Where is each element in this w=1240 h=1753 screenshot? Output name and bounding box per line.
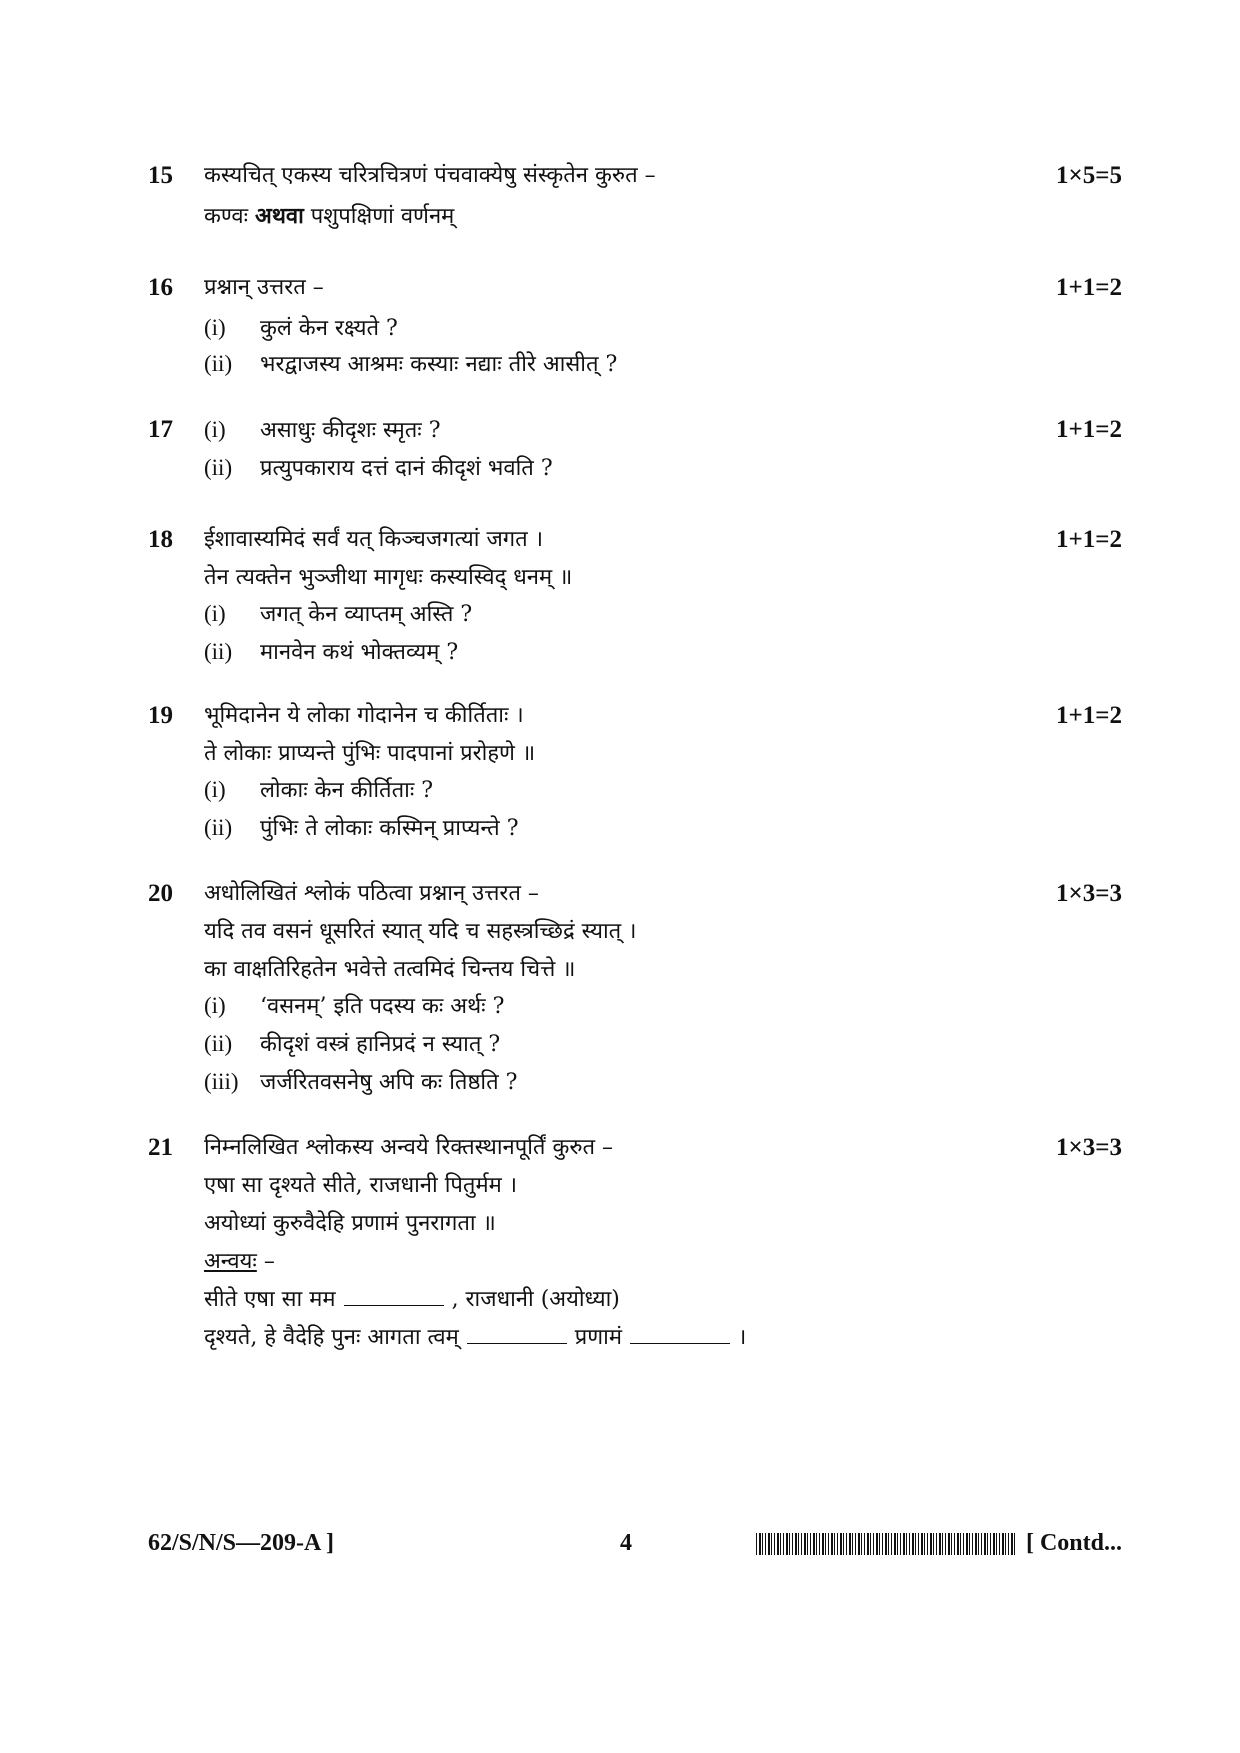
verse-line: तेन त्यक्तेन भुञ्जीथा मागृधः कस्यस्विद् धनम् ॥ <box>204 565 573 590</box>
sub-label: (ii) <box>204 639 233 664</box>
question-text: निम्नलिखित श्लोकस्य अन्वये रिक्तस्थानपूर्तिं कुरुत – <box>204 1135 614 1160</box>
verse-line: ईशावास्यमिदं सर्वं यत् किञ्चजगत्यां जगत । <box>204 527 544 552</box>
sub-text: पुंभिः ते लोकाः कस्मिन् प्राप्यन्ते ? <box>260 816 519 841</box>
question-text: अधोलिखितं श्लोकं पठित्वा प्रश्नान् उत्तरत – <box>204 881 539 906</box>
sub-text: लोकाः केन कीर्तिताः ? <box>260 778 434 803</box>
sub-question <box>204 412 441 449</box>
text-segment: पशुपक्षिणां वर्णनम् <box>303 204 455 229</box>
question-number: 16 <box>148 274 173 301</box>
page-footer <box>0 1530 1240 1570</box>
sub-label: (i) <box>204 993 226 1018</box>
barcode-icon <box>756 1533 1016 1555</box>
text-bold-athava: अथवा <box>255 203 304 229</box>
fill-blank-line-2 <box>204 1320 746 1356</box>
sub-label: (i) <box>204 417 226 442</box>
verse-line: एषा सा दृश्यते सीते, राजधानी पितुर्मम । <box>204 1173 518 1198</box>
sub-question <box>204 634 458 671</box>
sub-question <box>204 1026 500 1063</box>
anvaya-dash: – <box>256 1249 275 1274</box>
question-marks: 1+1=2 <box>1056 274 1122 301</box>
question-marks: 1×3=3 <box>1056 880 1122 907</box>
verse-line: भूमिदानेन ये लोका गोदानेन च कीर्तिताः । <box>204 703 524 728</box>
text-segment: । <box>738 1325 747 1350</box>
question-text: कस्यचित् एकस्य चरित्रचित्रणं पंचवाक्येषु संस्कृतेन कुरुत – <box>204 163 656 188</box>
sub-question <box>204 810 519 847</box>
blank-field[interactable] <box>467 1321 567 1344</box>
sub-question <box>204 450 553 487</box>
question-number: 18 <box>148 526 173 553</box>
anvaya-heading <box>204 1244 275 1280</box>
verse-line: का वाक्षतिरिहतेन भवेत्ते तत्वमिदं चिन्तय चित्ते ॥ <box>204 957 576 982</box>
fill-blank-line-1 <box>204 1282 620 1318</box>
sub-question <box>204 310 398 347</box>
sub-text: कुलं केन रक्ष्यते ? <box>260 316 398 341</box>
text-segment: सीते एषा सा मम <box>204 1287 336 1312</box>
sub-label: (ii) <box>204 351 233 376</box>
sub-text: असाधुः कीदृशः स्मृतः ? <box>260 418 441 443</box>
blank-field[interactable] <box>630 1321 730 1344</box>
text-segment: , राजधानी (अयोध्या) <box>451 1287 620 1312</box>
verse-line: अयोध्यां कुरुवैदेहि प्रणामं पुनरागता ॥ <box>204 1211 496 1236</box>
question-marks: 1×3=3 <box>1056 1134 1122 1161</box>
sub-text: जगत् केन व्याप्तम् अस्ति ? <box>260 602 473 627</box>
sub-text: भरद्वाजस्य आश्रमः कस्याः नद्याः तीरे आसीत् ? <box>260 352 618 377</box>
sub-label: (ii) <box>204 815 233 840</box>
question-number: 19 <box>148 702 173 729</box>
question-number: 17 <box>148 416 173 443</box>
question-text-line <box>204 198 454 235</box>
footer-right <box>756 1530 1122 1557</box>
question-number: 20 <box>148 880 173 907</box>
sub-label: (iii) <box>204 1069 239 1094</box>
question-marks: 1+1=2 <box>1056 526 1122 553</box>
sub-text: कीदृशं वस्त्रं हानिप्रदं न स्यात् ? <box>260 1032 501 1057</box>
question-number: 21 <box>148 1134 173 1161</box>
sub-question <box>204 1064 517 1101</box>
sub-label: (ii) <box>204 1031 233 1056</box>
question-marks: 1×5=5 <box>1056 162 1122 189</box>
text-segment: दृश्यते, हे वैदेहि पुनः आगता त्वम् <box>204 1325 459 1350</box>
sub-label: (i) <box>204 315 226 340</box>
page-number: 4 <box>620 1530 632 1556</box>
sub-question <box>204 596 472 633</box>
question-marks: 1+1=2 <box>1056 702 1122 729</box>
anvaya-label: अन्वयः <box>204 1249 257 1274</box>
question-text: प्रश्नान् उत्तरत – <box>204 275 324 300</box>
contd-label: [ Contd... <box>1025 1530 1122 1556</box>
sub-label: (i) <box>204 601 226 626</box>
sub-text: मानवेन कथं भोक्तव्यम् ? <box>260 640 459 665</box>
verse-line: ते लोकाः प्राप्यन्ते पुंभिः पादपानां प्ररोहणे ॥ <box>204 741 536 766</box>
sub-text: जर्जरितवसनेषु अपि कः तिष्ठति ? <box>260 1070 518 1095</box>
sub-label: (ii) <box>204 455 233 480</box>
blank-field[interactable] <box>344 1283 444 1306</box>
question-number: 15 <box>148 162 173 189</box>
verse-line: यदि तव वसनं धूसरितं स्यात् यदि च सहस्त्रच्छिद्रं स्यात् । <box>204 919 637 944</box>
sub-question <box>204 988 504 1025</box>
sub-question <box>204 346 617 383</box>
sub-text: प्रत्युपकाराय दत्तं दानं कीदृशं भवति ? <box>260 456 553 481</box>
sub-question <box>204 772 433 809</box>
sub-label: (i) <box>204 777 226 802</box>
paper-code: 62/S/N/S—209-A ] <box>148 1530 335 1556</box>
text-segment: प्रणामं <box>574 1325 623 1350</box>
sub-text: ‘वसनम्’ इति पदस्य कः अर्थः ? <box>260 994 505 1019</box>
question-marks: 1+1=2 <box>1056 416 1122 443</box>
text-segment: कण्वः <box>204 204 256 229</box>
